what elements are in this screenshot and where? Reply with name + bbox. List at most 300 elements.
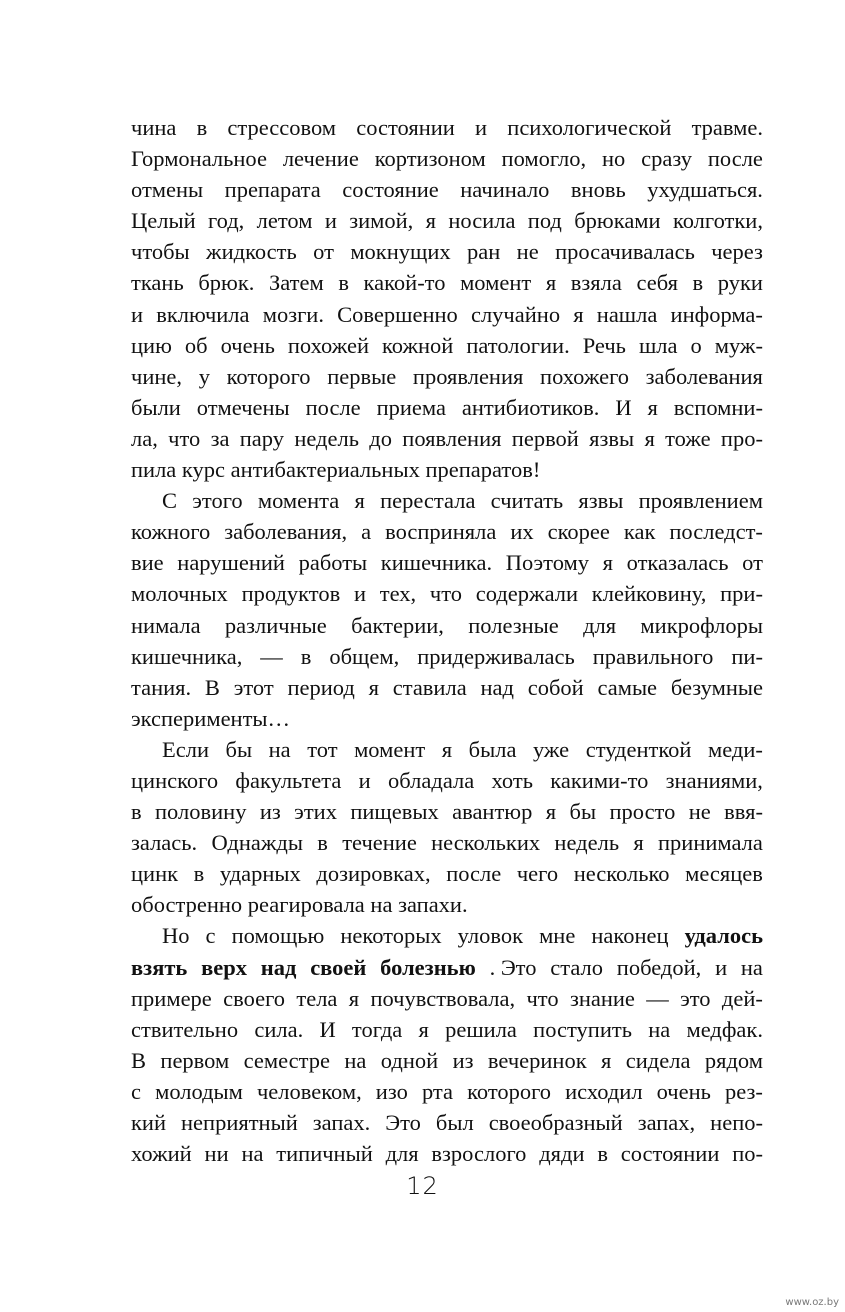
word: хожий bbox=[131, 1141, 192, 1167]
word: поступить bbox=[533, 1016, 632, 1042]
word: появления bbox=[402, 425, 502, 451]
text-line bbox=[131, 236, 763, 267]
word: о bbox=[690, 332, 702, 358]
word: я bbox=[602, 550, 614, 576]
word: с bbox=[131, 1078, 141, 1104]
text-line bbox=[131, 734, 763, 765]
word: знание bbox=[569, 985, 635, 1011]
word: И bbox=[615, 394, 632, 420]
word: — bbox=[646, 985, 669, 1011]
word: реагировала bbox=[247, 892, 371, 918]
word: а bbox=[361, 519, 372, 545]
word: половину bbox=[155, 799, 247, 825]
word: в bbox=[300, 643, 312, 669]
word: примере bbox=[131, 985, 212, 1011]
word: ствительно bbox=[131, 1016, 239, 1042]
text-line bbox=[131, 547, 763, 578]
word: чего bbox=[516, 861, 559, 887]
word: работы bbox=[298, 550, 368, 576]
word: в bbox=[692, 270, 704, 296]
word: бы bbox=[225, 736, 253, 762]
bold-word: взять bbox=[131, 954, 188, 980]
word: помогло, bbox=[501, 146, 587, 172]
word: но bbox=[601, 146, 626, 172]
word: различные bbox=[224, 612, 327, 638]
word: первые bbox=[327, 363, 397, 389]
word: микрофлоры bbox=[640, 612, 763, 638]
word: себя bbox=[636, 270, 678, 296]
word: были bbox=[131, 394, 181, 420]
word: отмены bbox=[131, 177, 204, 203]
word: безумные bbox=[670, 674, 763, 700]
word: период bbox=[287, 674, 355, 700]
word: В bbox=[204, 674, 220, 700]
word: цинк bbox=[131, 861, 179, 887]
word: Но bbox=[162, 923, 190, 949]
word: правильного bbox=[592, 643, 714, 669]
word: состоянии bbox=[620, 1141, 720, 1167]
word: я bbox=[418, 1016, 429, 1042]
word: для bbox=[385, 1141, 419, 1167]
word: брюк. bbox=[198, 270, 255, 296]
word: я bbox=[354, 488, 365, 514]
word: что bbox=[526, 985, 559, 1011]
word: взрослого bbox=[431, 1141, 527, 1167]
word: после bbox=[446, 861, 502, 887]
text-line bbox=[131, 920, 763, 951]
word: вновь bbox=[570, 177, 626, 203]
word: наконец bbox=[591, 923, 669, 949]
word: ставила bbox=[392, 674, 467, 700]
word: запах. bbox=[312, 1110, 371, 1135]
word: информа- bbox=[670, 301, 763, 327]
word: Это bbox=[385, 1110, 421, 1135]
word: их bbox=[510, 519, 534, 545]
word: я bbox=[545, 270, 557, 296]
word: что bbox=[429, 581, 463, 607]
word: скорее bbox=[547, 519, 610, 545]
text-line bbox=[131, 610, 763, 641]
word: за bbox=[210, 425, 230, 451]
word: тогда bbox=[351, 1016, 403, 1042]
word: ткань bbox=[131, 270, 184, 296]
word: исходил bbox=[565, 1078, 643, 1104]
word: в bbox=[193, 861, 205, 887]
word: начинало bbox=[460, 177, 550, 203]
text-line bbox=[131, 1107, 763, 1138]
text-line bbox=[131, 392, 763, 423]
word: этого bbox=[192, 488, 243, 514]
word: шла bbox=[638, 332, 678, 358]
word: вспомни- bbox=[673, 394, 763, 420]
word: кишечника. bbox=[380, 550, 493, 576]
word: от bbox=[742, 550, 763, 576]
word: от bbox=[313, 239, 334, 265]
word: препаратов! bbox=[425, 457, 541, 483]
word: которого bbox=[226, 363, 311, 389]
word: после bbox=[305, 394, 361, 420]
word: какой-то bbox=[363, 270, 446, 296]
word: язвы bbox=[578, 488, 624, 514]
word: руки bbox=[717, 270, 763, 296]
word: неприятный bbox=[181, 1110, 298, 1135]
word: молодым bbox=[155, 1078, 243, 1104]
word: антибиотиков. bbox=[461, 394, 600, 420]
word: ввя- bbox=[724, 799, 763, 825]
word: состояние bbox=[342, 177, 439, 203]
word: семестре bbox=[243, 1047, 330, 1073]
word: и bbox=[475, 115, 488, 140]
word: ни bbox=[204, 1141, 229, 1167]
word: приема bbox=[376, 394, 446, 420]
word: помощью bbox=[231, 923, 325, 949]
word: нимала bbox=[131, 612, 201, 638]
word: зимой, bbox=[349, 208, 414, 234]
word: почувствовала, bbox=[370, 985, 516, 1011]
word: рядом bbox=[704, 1047, 763, 1073]
word: кортизоном bbox=[374, 146, 486, 172]
word: очень bbox=[656, 1078, 711, 1104]
word: травме. bbox=[691, 115, 763, 140]
word: своеобразный bbox=[488, 1110, 623, 1135]
word: первой bbox=[511, 425, 579, 451]
word: что bbox=[168, 425, 201, 451]
word: полезные bbox=[468, 612, 559, 638]
text-line bbox=[131, 578, 763, 609]
word: под bbox=[527, 208, 562, 234]
text-line bbox=[131, 174, 763, 205]
word: пила bbox=[131, 457, 182, 483]
word: психологической bbox=[507, 115, 672, 140]
word: взяла bbox=[570, 270, 622, 296]
word: клейковину, bbox=[591, 581, 707, 607]
word: запах, bbox=[637, 1110, 696, 1135]
word: уже bbox=[532, 736, 570, 762]
word: мокнущих bbox=[350, 239, 451, 265]
word: обладала bbox=[388, 767, 475, 793]
word: которого bbox=[467, 1078, 552, 1104]
word: студенткой bbox=[585, 736, 692, 762]
text-line bbox=[131, 641, 763, 672]
word: в bbox=[196, 115, 208, 140]
word: бы bbox=[569, 799, 597, 825]
word: последст- bbox=[669, 519, 763, 545]
word: пару bbox=[239, 425, 284, 451]
bold-word: болезнью bbox=[380, 954, 476, 980]
word: в bbox=[131, 799, 142, 825]
word: содержали bbox=[475, 581, 579, 607]
word: дей- bbox=[721, 985, 763, 1011]
word: заболевания bbox=[645, 363, 763, 389]
word: про- bbox=[720, 425, 763, 451]
text-line bbox=[131, 454, 763, 485]
word: В bbox=[131, 1047, 147, 1073]
word: колготки, bbox=[672, 208, 763, 234]
text-line bbox=[131, 796, 763, 827]
word: собой bbox=[527, 674, 584, 700]
word: год, bbox=[207, 208, 245, 234]
word: Однажды bbox=[211, 830, 303, 856]
word: момент bbox=[460, 270, 532, 296]
word: тех, bbox=[379, 581, 417, 607]
word: ухудшаться. bbox=[647, 177, 763, 203]
word: и bbox=[715, 954, 728, 980]
word: считать bbox=[490, 488, 564, 514]
word: продуктов bbox=[241, 581, 341, 607]
word: похожей bbox=[287, 332, 369, 358]
bold-word: удалось bbox=[684, 923, 763, 949]
word: я bbox=[441, 736, 453, 762]
word: знаниями, bbox=[665, 767, 763, 793]
word: над bbox=[480, 674, 514, 700]
word: дозировках, bbox=[316, 861, 431, 887]
word: И bbox=[319, 1016, 336, 1042]
word: вечеринок bbox=[487, 1047, 587, 1073]
word: сразу bbox=[641, 146, 692, 172]
word: после bbox=[707, 146, 763, 172]
word: одной bbox=[380, 1047, 439, 1073]
word: в bbox=[338, 270, 349, 296]
word: на bbox=[241, 1141, 264, 1167]
word: своего bbox=[223, 985, 286, 1011]
word: принимала bbox=[658, 830, 763, 856]
word: язвы bbox=[589, 425, 635, 451]
word: я bbox=[633, 830, 644, 856]
word: антибактериальных bbox=[230, 457, 426, 483]
word: тела bbox=[296, 985, 338, 1011]
word: на bbox=[370, 892, 399, 918]
word: отказалась bbox=[626, 550, 729, 576]
word: меди- bbox=[707, 736, 763, 762]
word: цию bbox=[131, 332, 172, 358]
word: рта bbox=[421, 1078, 453, 1104]
word: я bbox=[348, 985, 360, 1011]
word: отмечены bbox=[196, 394, 290, 420]
bold-word: верх bbox=[201, 954, 248, 980]
word: Гормональное bbox=[131, 146, 267, 172]
word: очень bbox=[220, 332, 275, 358]
word: победой, bbox=[616, 954, 702, 980]
bold-word: своей bbox=[310, 954, 367, 980]
word: ран bbox=[467, 239, 501, 265]
word: нашла bbox=[596, 301, 658, 327]
word: уловок bbox=[457, 923, 524, 949]
text-line bbox=[131, 112, 763, 143]
text-line bbox=[131, 765, 763, 796]
word: недель bbox=[294, 425, 359, 451]
word: пищевых bbox=[350, 799, 439, 825]
body-text bbox=[131, 112, 763, 1169]
word: сидела bbox=[625, 1047, 691, 1073]
word: в bbox=[317, 830, 328, 856]
word: похожего bbox=[540, 363, 629, 389]
word: брюками bbox=[574, 208, 661, 234]
word: мне bbox=[539, 923, 576, 949]
word: на bbox=[268, 736, 291, 762]
word: для bbox=[583, 612, 617, 638]
word: Целый bbox=[131, 208, 196, 234]
word: чтобы bbox=[131, 239, 190, 265]
text-line bbox=[131, 330, 763, 361]
word: некоторых bbox=[340, 923, 442, 949]
word: я bbox=[647, 394, 658, 420]
word: просто bbox=[609, 799, 676, 825]
word: стало bbox=[550, 954, 603, 980]
word: первом bbox=[160, 1047, 230, 1073]
text-line bbox=[131, 1076, 763, 1107]
text-line bbox=[131, 858, 763, 889]
word: течение bbox=[342, 830, 417, 856]
text-line bbox=[131, 267, 763, 298]
word: Совершенно bbox=[337, 301, 458, 327]
word: из bbox=[259, 799, 281, 825]
word: не bbox=[688, 799, 711, 825]
word: вие bbox=[131, 550, 164, 576]
word: была bbox=[468, 736, 517, 762]
word: я bbox=[601, 1047, 612, 1073]
word: состоянии bbox=[356, 115, 455, 140]
word: пи- bbox=[731, 643, 763, 669]
word: с bbox=[205, 923, 216, 949]
word: чине, bbox=[131, 363, 183, 389]
word: летом bbox=[256, 208, 313, 234]
word: придерживалась bbox=[417, 643, 575, 669]
text-line bbox=[131, 827, 763, 858]
word: не bbox=[516, 239, 539, 265]
word: Поэтому bbox=[505, 550, 590, 576]
word: это bbox=[680, 985, 711, 1011]
word: в bbox=[597, 1141, 608, 1167]
word: недель bbox=[554, 830, 620, 856]
word: через bbox=[711, 239, 763, 265]
word: обостренно bbox=[131, 892, 248, 918]
word: по- bbox=[732, 1141, 763, 1167]
word: эксперименты… bbox=[131, 705, 291, 731]
word: ударных bbox=[219, 861, 301, 887]
word: кожного bbox=[131, 519, 211, 545]
word: на bbox=[740, 954, 763, 980]
text-line bbox=[131, 983, 763, 1014]
word: Речь bbox=[582, 332, 626, 358]
text-line bbox=[131, 143, 763, 174]
word: включила bbox=[156, 301, 250, 327]
word: запахи. bbox=[398, 892, 468, 918]
word: этот bbox=[233, 674, 274, 700]
bold-word: над bbox=[260, 954, 297, 980]
word: я bbox=[573, 301, 584, 327]
word: тоже bbox=[665, 425, 711, 451]
page-number: 12 bbox=[406, 1172, 439, 1200]
word: на bbox=[344, 1047, 367, 1073]
word: чина bbox=[131, 115, 177, 140]
text-line bbox=[131, 423, 763, 454]
word: носила bbox=[448, 208, 516, 234]
word: я bbox=[644, 425, 655, 451]
text-line bbox=[131, 516, 763, 547]
word: этих bbox=[294, 799, 337, 825]
word: медфак. bbox=[686, 1016, 763, 1042]
word: авантюр bbox=[452, 799, 533, 825]
word: дяди bbox=[539, 1141, 585, 1167]
word: из bbox=[452, 1047, 474, 1073]
word: на bbox=[648, 1016, 671, 1042]
text-line bbox=[131, 485, 763, 516]
word: восприняла bbox=[385, 519, 497, 545]
word: лечение bbox=[282, 146, 359, 172]
word: кий bbox=[131, 1110, 167, 1135]
word: типичный bbox=[276, 1141, 373, 1167]
word: проявлением bbox=[638, 488, 763, 514]
word: жидкость bbox=[206, 239, 297, 265]
word: патологии. bbox=[466, 332, 570, 358]
word: несколько bbox=[573, 861, 670, 887]
word: сила. bbox=[254, 1016, 304, 1042]
text-line bbox=[131, 1045, 763, 1076]
word: стрессовом bbox=[227, 115, 337, 140]
word: случайно bbox=[470, 301, 561, 327]
word: рез- bbox=[725, 1078, 763, 1104]
word: общем, bbox=[329, 643, 400, 669]
word: я bbox=[368, 674, 379, 700]
word: какими-то bbox=[550, 767, 649, 793]
word: момент bbox=[354, 736, 426, 762]
text-line bbox=[131, 889, 763, 920]
word: нарушений bbox=[177, 550, 285, 576]
word: цинского bbox=[131, 767, 219, 793]
word: молочных bbox=[131, 581, 228, 607]
word: как bbox=[623, 519, 656, 545]
word: и bbox=[324, 208, 337, 234]
word: непо- bbox=[710, 1110, 763, 1135]
word: при- bbox=[720, 581, 763, 607]
word: самые bbox=[597, 674, 658, 700]
word: . Это bbox=[489, 954, 537, 980]
word: и bbox=[131, 301, 144, 327]
text-line bbox=[131, 703, 763, 734]
text-line bbox=[131, 672, 763, 703]
word: проявления bbox=[412, 363, 524, 389]
word: препарата bbox=[224, 177, 321, 203]
word: месяцев bbox=[685, 861, 763, 887]
text-line bbox=[131, 205, 763, 236]
word: я bbox=[425, 208, 436, 234]
text-line bbox=[131, 952, 763, 983]
word: бактерии, bbox=[351, 612, 444, 638]
word: был bbox=[435, 1110, 474, 1135]
word: кожной bbox=[381, 332, 454, 358]
word: человеком, bbox=[256, 1078, 362, 1104]
word: изо bbox=[375, 1078, 408, 1104]
word: и bbox=[358, 767, 371, 793]
word: мозги. bbox=[262, 301, 324, 327]
word: я bbox=[545, 799, 557, 825]
word: — bbox=[260, 643, 283, 669]
word: и bbox=[353, 581, 366, 607]
text-line bbox=[131, 299, 763, 330]
text-line bbox=[131, 1014, 763, 1045]
word: нескольких bbox=[431, 830, 541, 856]
word: хоть bbox=[491, 767, 533, 793]
word: залась. bbox=[131, 830, 198, 856]
word: курс bbox=[181, 457, 231, 483]
word: просачивалась bbox=[555, 239, 695, 265]
word: Если bbox=[162, 736, 209, 762]
word: ла, bbox=[131, 425, 158, 451]
word: у bbox=[198, 363, 210, 389]
word: решила bbox=[445, 1016, 517, 1042]
text-line bbox=[131, 361, 763, 392]
word: перестала bbox=[380, 488, 476, 514]
